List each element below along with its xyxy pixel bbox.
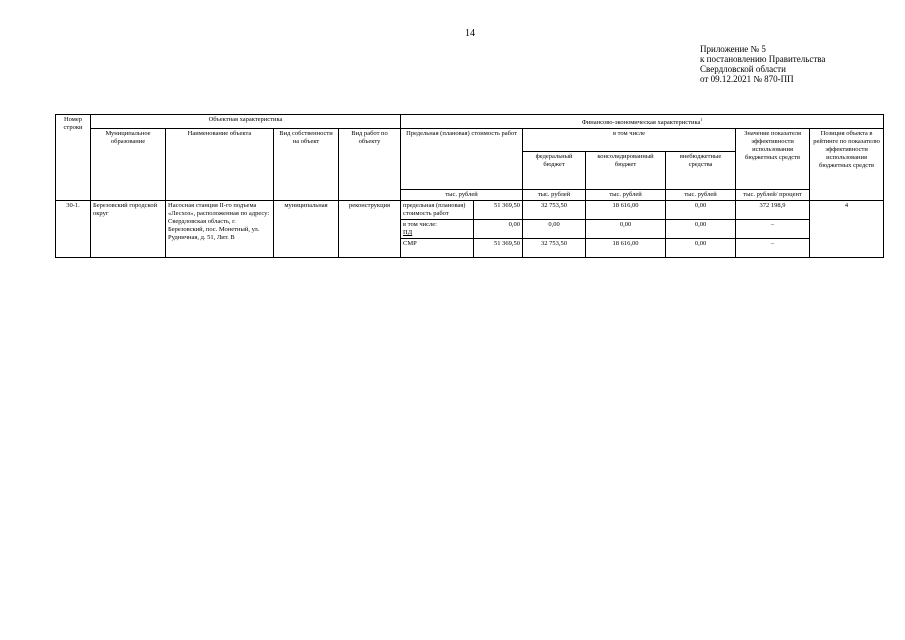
- unit-consolidated: тыс. рублей: [586, 190, 666, 201]
- sub-efficiency: –: [736, 239, 810, 258]
- header-financial-group: [401, 115, 884, 129]
- sub-efficiency: –: [736, 220, 810, 239]
- header-object-group: Объектная характеристика: [91, 115, 401, 129]
- unit-extrabudget: тыс. рублей: [666, 190, 736, 201]
- sub-federal: 32 753,50: [523, 201, 586, 220]
- sub-total: 0,00: [474, 220, 523, 239]
- unit-limit-cost: тыс. рублей: [401, 190, 523, 201]
- header-municipality: Муниципальное образование: [91, 129, 166, 201]
- appendix-line: Приложение № 5: [700, 44, 766, 54]
- row-work-type: реконструкция: [339, 201, 401, 258]
- appendix-line: к постановлению Правительства: [700, 54, 826, 64]
- row-number: 30-1.: [56, 201, 91, 258]
- sub-consolidated: 18 616,00: [586, 201, 666, 220]
- sub-federal: 32 753,50: [523, 239, 586, 258]
- header-limit-cost: Предельная (плановая) стоимость работ: [401, 129, 523, 190]
- row-efficiency: 372 198,9: [736, 201, 810, 220]
- header-including: в том числе: [523, 129, 736, 151]
- sub-consolidated: 18 616,00: [586, 239, 666, 258]
- sub-label-including: в том числе:: [403, 221, 437, 229]
- header-consolidated: консолидированный бюджет: [586, 151, 666, 190]
- sub-label-pd-text: ПД: [403, 229, 413, 237]
- row-position: 4: [810, 201, 884, 258]
- header-financial-text: Финансово-экономическая характеристика: [581, 119, 701, 127]
- page-number: 14: [465, 28, 475, 39]
- sub-label-smr: СМР: [401, 239, 474, 258]
- table-row: [56, 201, 884, 220]
- appendix-line: Свердловской области: [700, 64, 786, 74]
- sub-extrabudget: 0,00: [666, 201, 736, 220]
- header-federal: федеральный бюджет: [523, 151, 586, 190]
- row-municipality: Березовский городской округ: [91, 201, 166, 258]
- sub-total: 51 369,50: [474, 239, 523, 258]
- header-row-1: [56, 115, 884, 129]
- header-work-type: Вид работ по объекту: [339, 129, 401, 201]
- sub-label-limit: предельная (плановая) стоимость работ: [401, 201, 474, 220]
- header-object-name: Наименование объекта: [166, 129, 274, 201]
- header-efficiency: Значение показателя эффективности использования бюджетных средств: [736, 129, 810, 190]
- header-position: Позиция объекта в рейтинге по показателю эффективности использования бюджетных средств: [810, 129, 884, 201]
- header-ownership: Вид собственности на объект: [274, 129, 339, 201]
- unit-efficiency: тыс. рублей/ процент: [736, 190, 810, 201]
- data-table: [55, 114, 884, 258]
- appendix-block: [700, 44, 825, 84]
- appendix-line: от 09.12.2021 № 870-ПП: [700, 74, 794, 84]
- header-row-2: [56, 129, 884, 151]
- unit-federal: тыс. рублей: [523, 190, 586, 201]
- sub-extrabudget: 0,00: [666, 220, 736, 239]
- sub-consolidated: 0,00: [586, 220, 666, 239]
- sub-federal: 0,00: [523, 220, 586, 239]
- header-row-number: Номер строки: [56, 115, 91, 201]
- header-extrabudget: внебюджетные средства: [666, 151, 736, 190]
- footnote-mark: 1: [700, 117, 703, 122]
- sub-total: 51 369,50: [474, 201, 523, 220]
- sub-extrabudget: 0,00: [666, 239, 736, 258]
- row-ownership: муниципальная: [274, 201, 339, 258]
- sub-label-pd: [401, 220, 474, 239]
- row-object-name: Насосная станция II-го подъема «Лесхоз», расположенная по адресу: Свердловская область, г. Березовский, пос. Монетный, ул. Рудничная, д. 51, Лит. В: [166, 201, 274, 258]
